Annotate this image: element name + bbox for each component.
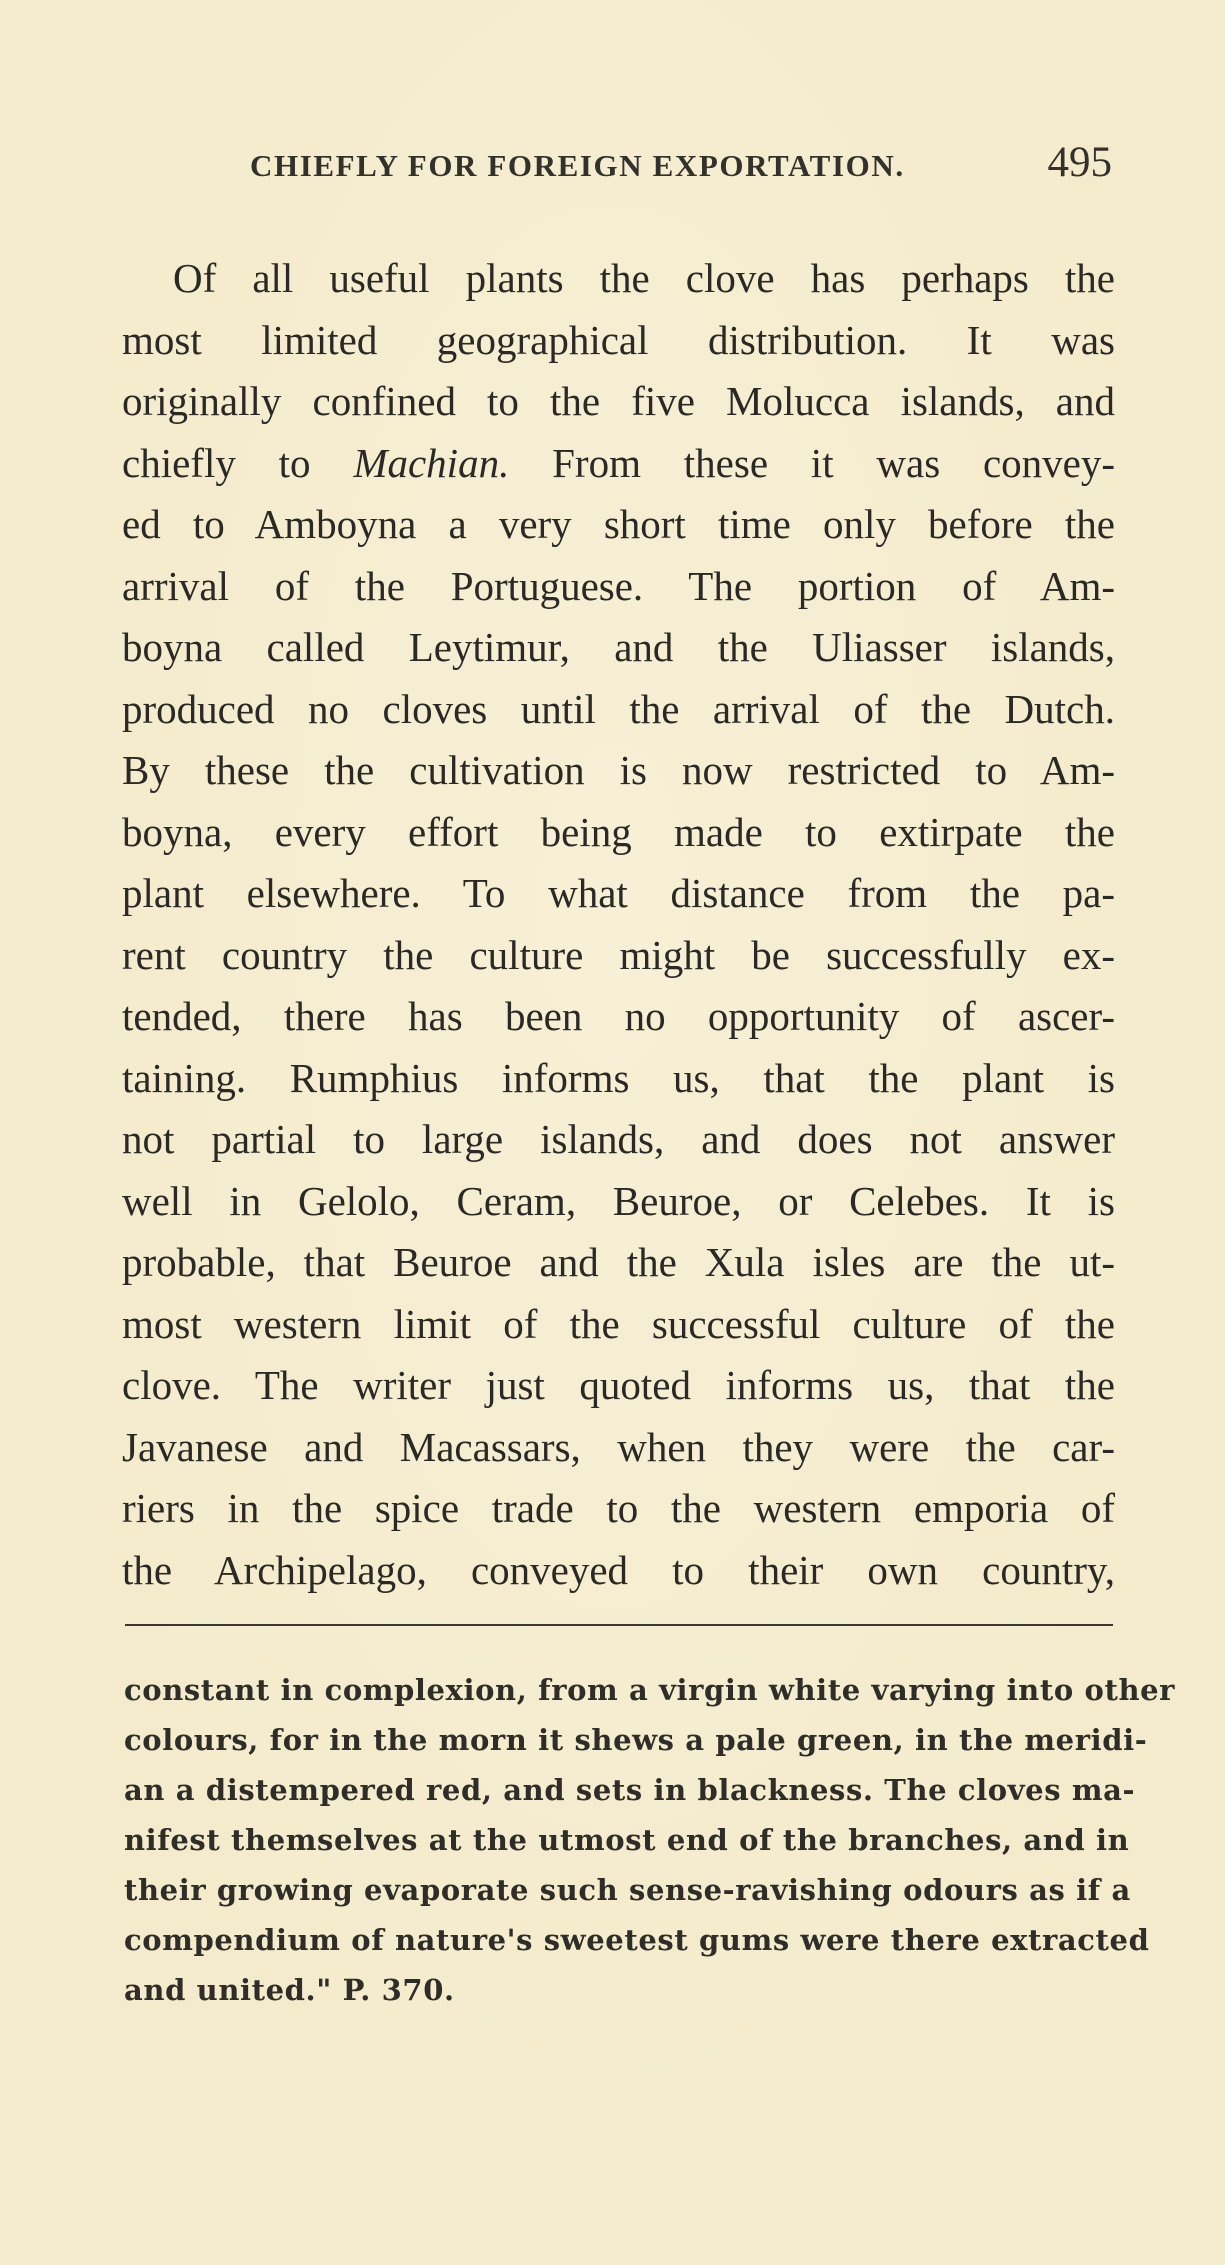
- text-line: Of all useful plants the clove has perhaps the: [173, 255, 1115, 301]
- footnote-line: an a distempered red, and sets in blackness. The cloves ma-: [124, 1773, 1136, 1807]
- text-line: [122, 433, 1115, 495]
- footnote-line: their growing evaporate such sense-ravishing odours as if a: [124, 1873, 1131, 1907]
- running-head: [250, 138, 1112, 188]
- footnote-line: and united." P. 370.: [124, 1973, 455, 2007]
- text-line: probable, that Beuroe and the Xula isles are the ut-: [122, 1239, 1115, 1285]
- text-line: rent country the culture might be successfully ex-: [122, 931, 1115, 978]
- text-line: clove. The writer just quoted informs us, that the: [122, 1362, 1115, 1408]
- text-line: ed to Amboyna a very short time only before the: [122, 501, 1115, 547]
- text-line: boyna, every effort being made to extirpate the: [122, 808, 1115, 855]
- footnote-line: compendium of nature's sweetest gums were there extracted: [124, 1923, 1150, 1957]
- footnote: [124, 1665, 1176, 2015]
- text-line: boyna called Leytimur, and the Uliasser islands,: [122, 624, 1115, 670]
- text-line: the Archipelago, conveyed to their own country,: [122, 1546, 1115, 1593]
- text-line: By these the cultivation is now restricted to Am-: [122, 747, 1115, 793]
- text-segment: chiefly to: [122, 439, 311, 486]
- text-line: most limited geographical distribution. It was: [122, 316, 1115, 363]
- text-line: taining. Rumphius informs us, that the plant is: [122, 1054, 1115, 1101]
- text-line: most western limit of the successful culture of the: [122, 1300, 1115, 1347]
- text-line: plant elsewhere. To what distance from the pa-: [122, 870, 1115, 916]
- footnote-line: nifest themselves at the utmost end of the branches, and in: [124, 1823, 1130, 1857]
- text-segment: From these it was convey-: [552, 439, 1115, 486]
- text-line: not partial to large islands, and does not answer: [122, 1116, 1115, 1162]
- footnote-line: colours, for in the morn it shews a pale green, in the meridi-: [124, 1723, 1148, 1757]
- text-line: produced no cloves until the arrival of the Dutch.: [122, 685, 1115, 732]
- text-line: riers in the spice trade to the western emporia of: [122, 1485, 1115, 1531]
- running-title: CHIEFLY FOR FOREIGN EXPORTATION.: [250, 148, 905, 183]
- footnote-line: constant in complexion, from a virgin white varying into other: [124, 1673, 1176, 1707]
- italic-place-name: Machian.: [353, 439, 510, 486]
- footnote-rule: [125, 1624, 1113, 1626]
- body-text: [122, 248, 1115, 1601]
- text-line: arrival of the Portuguese. The portion of Am-: [122, 562, 1115, 609]
- text-line: well in Gelolo, Ceram, Beuroe, or Celebes. It is: [122, 1177, 1115, 1224]
- page-number: 495: [1047, 139, 1112, 186]
- text-line: tended, there has been no opportunity of ascer-: [122, 993, 1115, 1039]
- text-line: Javanese and Macassars, when they were the car-: [122, 1423, 1115, 1470]
- text-line: originally confined to the five Molucca islands, and: [122, 378, 1115, 424]
